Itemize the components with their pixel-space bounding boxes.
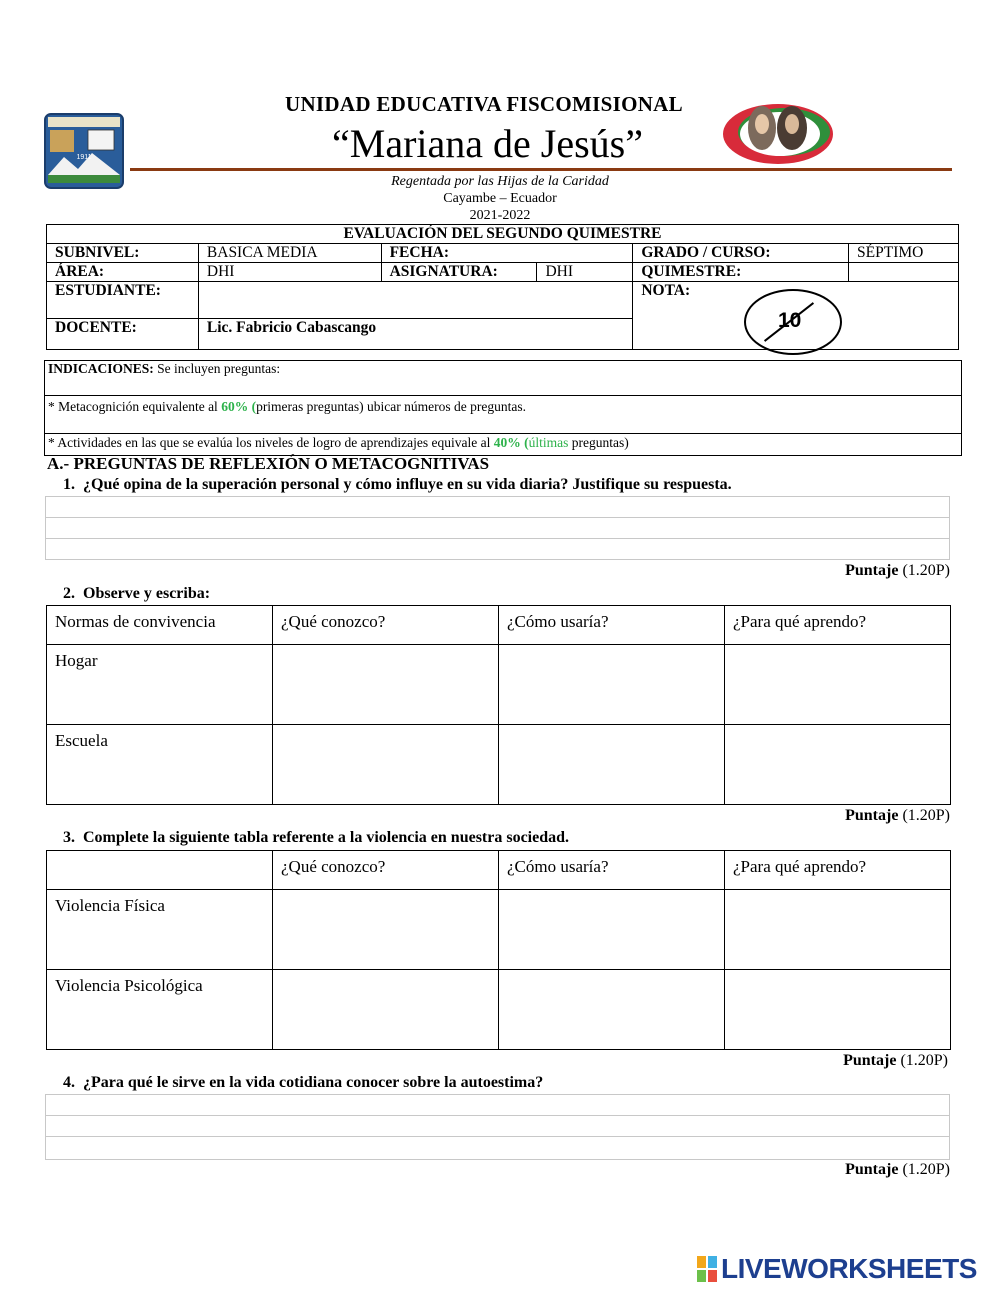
grado-value: SÉPTIMO <box>849 244 959 263</box>
section-a-heading: A.- PREGUNTAS DE REFLEXIÓN O METACOGNITIVAS <box>47 454 490 473</box>
fecha-field[interactable] <box>381 244 633 263</box>
table2-row-label-hogar: Hogar <box>47 645 273 725</box>
liveworksheets-logo-icon <box>697 1256 717 1282</box>
indication2-b: preguntas) <box>571 435 629 450</box>
table2-cell[interactable] <box>273 645 499 725</box>
regency-line: Regentada por las Hijas de la Caridad <box>391 174 609 189</box>
table3-cell[interactable] <box>725 890 951 970</box>
grado-label: GRADO / CURSO: <box>633 244 849 263</box>
indication2-pct: 40% ( <box>493 435 529 450</box>
question-4-text: ¿Para qué le sirve en la vida cotidiana conocer sobre la autoestima? <box>83 1074 544 1091</box>
asignatura-label: ASIGNATURA: <box>381 263 537 282</box>
table2-cell[interactable] <box>499 725 725 805</box>
table3-cell[interactable] <box>499 970 725 1050</box>
question-2-text: Observe y escriba: <box>83 585 211 602</box>
nota-label: NOTA: <box>633 282 959 350</box>
puntaje-3-label: Puntaje <box>843 1052 897 1069</box>
school-type-title: UNIDAD EDUCATIVA FISCOMISIONAL <box>285 92 683 116</box>
indications-label: INDICACIONES: <box>48 361 154 376</box>
question-2-number: 2. <box>63 585 75 602</box>
question-1-number: 1. <box>63 476 75 493</box>
header-divider <box>130 168 952 171</box>
norms-table <box>46 605 951 805</box>
puntaje-4 <box>700 1161 950 1179</box>
docente-value: Lic. Fabricio Cabascango <box>198 319 632 350</box>
question-3 <box>47 829 569 847</box>
location-line: Cayambe – Ecuador <box>443 191 557 206</box>
puntaje-4-label: Puntaje <box>845 1161 899 1178</box>
question-1-text: ¿Qué opina de la superación personal y cómo influye en su vida diaria? Justifique su respuesta. <box>83 476 732 493</box>
indication2-a: * Actividades en las que se evalúa los niveles de logro de aprendizajes equivale al <box>48 435 491 450</box>
question-2 <box>47 585 210 603</box>
indications-text: Se incluyen preguntas: <box>157 361 281 376</box>
puntaje-1-value: (1.20P) <box>902 562 950 579</box>
table2-header-1: ¿Qué conozco? <box>273 606 499 645</box>
puntaje-3 <box>698 1052 948 1070</box>
answer-1-lines[interactable] <box>45 496 950 560</box>
table3-row-label-fisica: Violencia Física <box>47 890 273 970</box>
subnivel-label: SUBNIVEL: <box>47 244 199 263</box>
table2-cell[interactable] <box>499 645 725 725</box>
puntaje-2-value: (1.20P) <box>902 807 950 824</box>
question-3-number: 3. <box>63 829 75 846</box>
table3-cell[interactable] <box>273 970 499 1050</box>
table3-cell[interactable] <box>725 970 951 1050</box>
question-4 <box>47 1074 543 1092</box>
puntaje-3-value: (1.20P) <box>900 1052 948 1069</box>
puntaje-4-value: (1.20P) <box>902 1161 950 1178</box>
indication-activities <box>45 434 962 456</box>
crest-year-text: 1911 <box>76 154 92 161</box>
area-label: ÁREA: <box>47 263 199 282</box>
school-name-title: “Mariana de Jesús” <box>332 121 643 166</box>
estudiante-field[interactable] <box>198 282 632 319</box>
violence-table <box>46 850 951 1050</box>
indication1-b: primeras preguntas) ubicar números de preguntas. <box>256 399 526 414</box>
question-4-number: 4. <box>63 1074 75 1091</box>
table2-header-0: Normas de convivencia <box>47 606 273 645</box>
patron-saints-logo <box>722 94 834 166</box>
table2-cell[interactable] <box>725 645 951 725</box>
answer-4-lines[interactable] <box>45 1094 950 1160</box>
table3-header-0 <box>47 851 273 890</box>
indication1-a: * Metacognición equivalente al <box>48 399 218 414</box>
puntaje-2 <box>700 807 950 825</box>
puntaje-1 <box>700 562 950 580</box>
table3-cell[interactable] <box>273 890 499 970</box>
area-value: DHI <box>198 263 381 282</box>
indication2-green: últimas <box>528 435 569 450</box>
table3-header-2: ¿Cómo usaría? <box>499 851 725 890</box>
question-3-text: Complete la siguiente tabla referente a la violencia en nuestra sociedad. <box>83 829 570 846</box>
table2-cell[interactable] <box>725 725 951 805</box>
estudiante-label: ESTUDIANTE: <box>47 282 199 319</box>
subnivel-value: BASICA MEDIA <box>198 244 381 263</box>
table2-header-3: ¿Para qué aprendo? <box>725 606 951 645</box>
indications-row <box>45 361 962 396</box>
table3-header-1: ¿Qué conozco? <box>273 851 499 890</box>
puntaje-2-label: Puntaje <box>845 807 899 824</box>
table3-row-label-psicologica: Violencia Psicológica <box>47 970 273 1050</box>
indications-table <box>44 360 962 456</box>
grade-value: 10 <box>778 309 802 332</box>
fecha-label: FECHA: <box>389 244 449 261</box>
brand-text: LIVEWORKSHEETS <box>721 1253 977 1284</box>
table3-header-3: ¿Para qué aprendo? <box>725 851 951 890</box>
table2-header-2: ¿Cómo usaría? <box>499 606 725 645</box>
table2-cell[interactable] <box>273 725 499 805</box>
school-year: 2021-2022 <box>469 208 531 223</box>
quimestre-field[interactable] <box>849 263 959 282</box>
quimestre-label: QUIMESTRE: <box>633 263 849 282</box>
puntaje-1-label: Puntaje <box>845 562 899 579</box>
asignatura-value: DHI <box>537 263 633 282</box>
indication1-pct: 60% ( <box>221 399 257 414</box>
indication-metacognition <box>45 396 962 434</box>
table2-row-label-escuela: Escuela <box>47 725 273 805</box>
form-title: EVALUACIÓN DEL SEGUNDO QUIMESTRE <box>47 225 959 244</box>
liveworksheets-brand[interactable] <box>697 1253 977 1285</box>
question-1 <box>47 476 732 494</box>
table3-cell[interactable] <box>499 890 725 970</box>
docente-label: DOCENTE: <box>47 319 199 350</box>
